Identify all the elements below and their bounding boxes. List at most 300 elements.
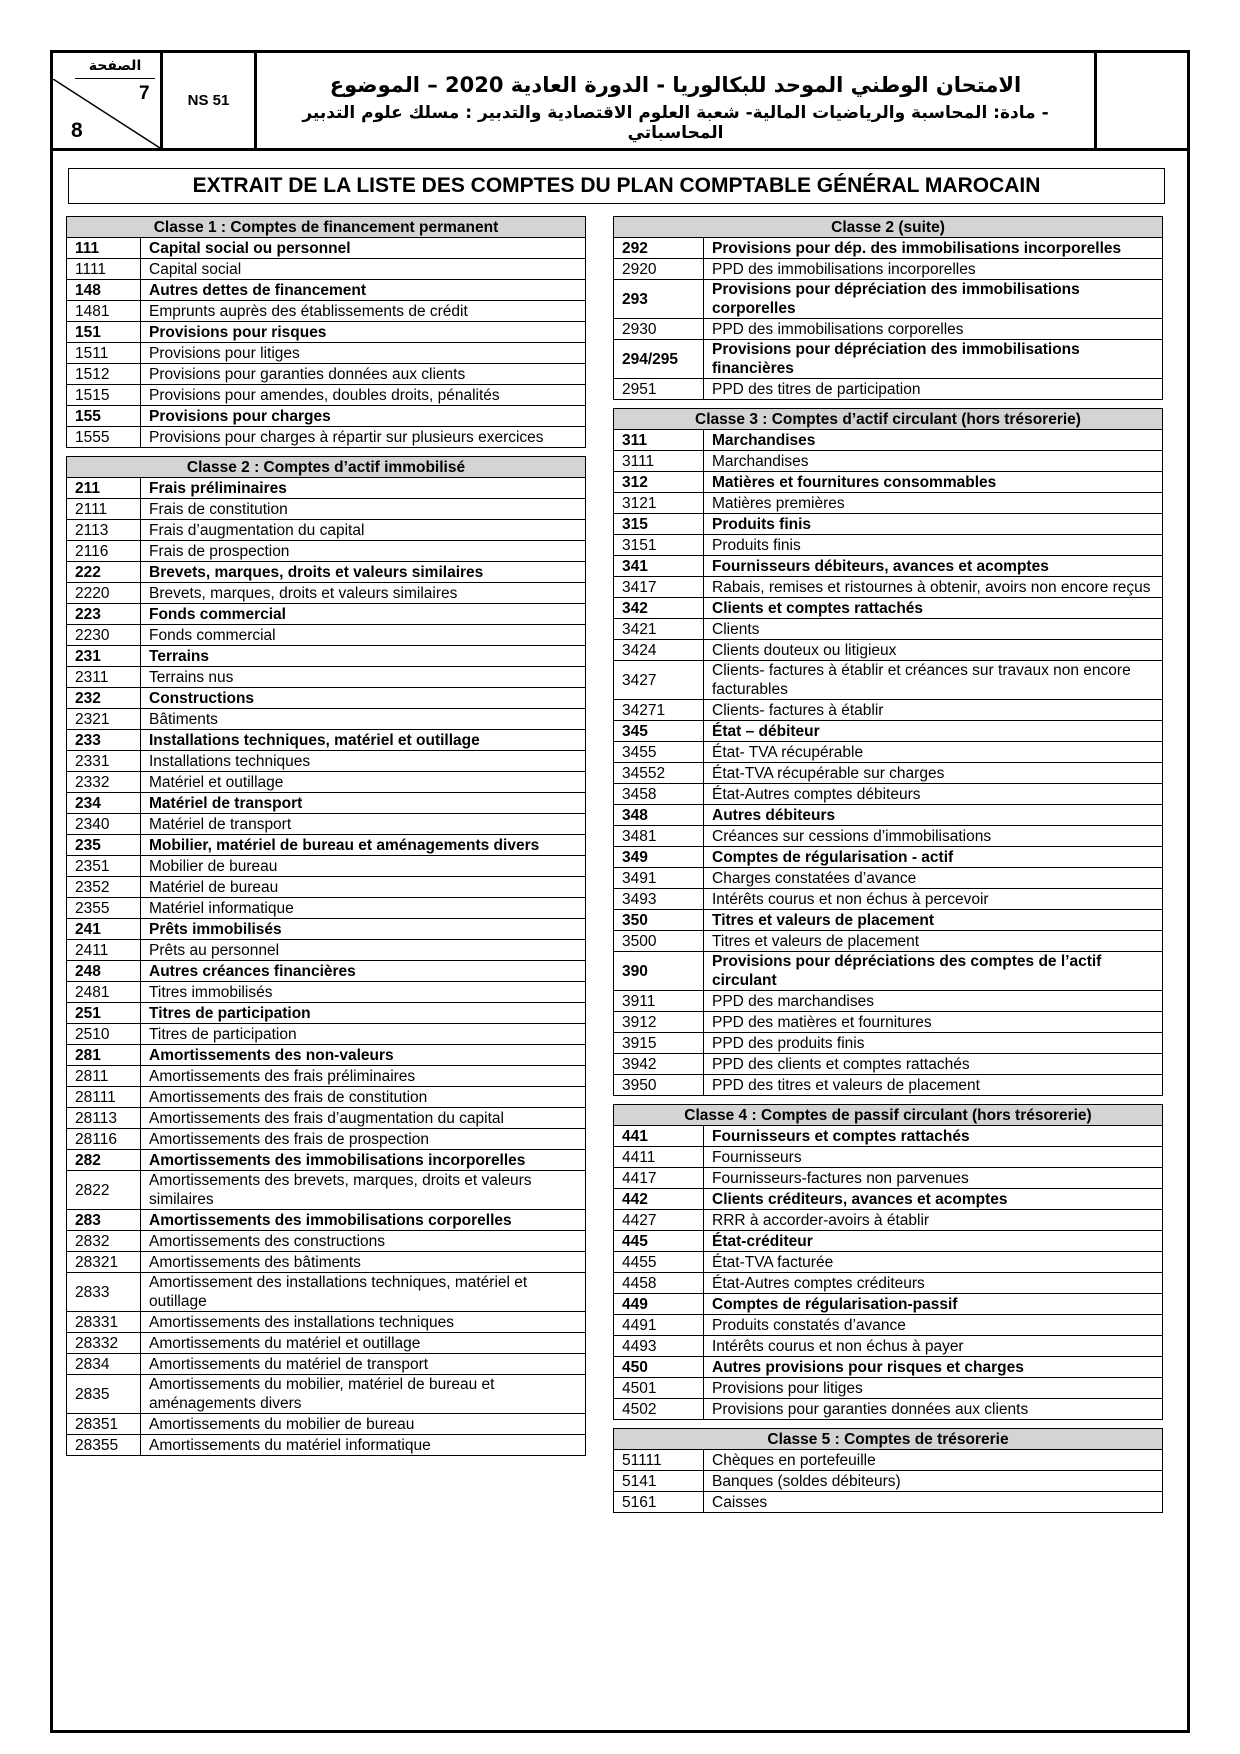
right-account-tables (613, 216, 1163, 1513)
account-label: Amortissements des immobilisations corporelles (141, 1210, 586, 1231)
account-label: Titres et valeurs de placement (704, 910, 1163, 931)
account-row (614, 763, 1163, 784)
account-code: 111 (67, 238, 141, 259)
account-row (67, 1171, 586, 1210)
account-code: 3481 (614, 826, 704, 847)
account-label: Autres dettes de financement (141, 280, 586, 301)
account-code: 3458 (614, 784, 704, 805)
account-group-row (67, 1003, 586, 1024)
account-label: Provisions pour garanties données aux clients (704, 1399, 1163, 1420)
account-label: Amortissements des brevets, marques, droits et valeurs similaires (141, 1171, 586, 1210)
account-code: 233 (67, 730, 141, 751)
account-code: 2811 (67, 1066, 141, 1087)
page-total: 8 (71, 119, 83, 142)
account-label: État-créditeur (704, 1231, 1163, 1252)
account-row (614, 535, 1163, 556)
account-label: Titres de participation (141, 1024, 586, 1045)
account-code: 2951 (614, 379, 704, 400)
account-label: Amortissements du matériel et outillage (141, 1333, 586, 1354)
exam-title-line1: الامتحان الوطني الموحد للبكالوريا - الدورة العادية 2020 – الموضوع (329, 73, 1022, 97)
account-label: Fournisseurs débiteurs, avances et acomptes (704, 556, 1163, 577)
account-label: Fonds commercial (141, 604, 586, 625)
account-label: Banques (soldes débiteurs) (704, 1471, 1163, 1492)
account-code: 2311 (67, 667, 141, 688)
account-row (67, 1024, 586, 1045)
account-group-row (67, 478, 586, 499)
account-label: Brevets, marques, droits et valeurs similaires (141, 583, 586, 604)
account-group-row (67, 238, 586, 259)
account-code: 28355 (67, 1435, 141, 1456)
account-group-row (67, 646, 586, 667)
account-group-row (614, 598, 1163, 619)
account-label: Titres et valeurs de placement (704, 931, 1163, 952)
account-label: Capital social (141, 259, 586, 280)
account-code: 4458 (614, 1273, 704, 1294)
account-code: 2834 (67, 1354, 141, 1375)
account-row (614, 1168, 1163, 1189)
account-code: 2332 (67, 772, 141, 793)
account-code: 211 (67, 478, 141, 499)
account-row (614, 700, 1163, 721)
account-row (614, 889, 1163, 910)
class-title: Classe 2 (suite) (614, 217, 1163, 238)
exam-titles (257, 53, 1097, 148)
account-row (614, 991, 1163, 1012)
account-group-row (67, 322, 586, 343)
account-code: 3942 (614, 1054, 704, 1075)
account-group-row (614, 721, 1163, 742)
account-row (614, 826, 1163, 847)
account-group-row (614, 847, 1163, 868)
account-code: 283 (67, 1210, 141, 1231)
account-row (614, 493, 1163, 514)
account-group-row (67, 961, 586, 982)
account-label: Prêts immobilisés (141, 919, 586, 940)
account-label: État-TVA récupérable sur charges (704, 763, 1163, 784)
account-row (67, 1108, 586, 1129)
account-group-row (67, 835, 586, 856)
account-code: 2481 (67, 982, 141, 1003)
account-group-row (67, 1045, 586, 1066)
account-code: 232 (67, 688, 141, 709)
account-row (614, 1033, 1163, 1054)
account-code: 34552 (614, 763, 704, 784)
account-group-row (614, 910, 1163, 931)
account-group-row (614, 1126, 1163, 1147)
account-label: Intérêts courus et non échus à percevoir (704, 889, 1163, 910)
account-code: 3915 (614, 1033, 704, 1054)
account-row (67, 814, 586, 835)
account-row (67, 1129, 586, 1150)
account-row (67, 259, 586, 280)
account-code: 1555 (67, 427, 141, 448)
account-label: Matières premières (704, 493, 1163, 514)
account-row (614, 1450, 1163, 1471)
account-row (67, 499, 586, 520)
account-group-row (67, 406, 586, 427)
account-label: Titres de participation (141, 1003, 586, 1024)
account-row (67, 940, 586, 961)
account-code: 222 (67, 562, 141, 583)
account-group-row (614, 238, 1163, 259)
account-label: Installations techniques (141, 751, 586, 772)
account-code: 294/295 (614, 340, 704, 379)
account-code: 2351 (67, 856, 141, 877)
account-row (614, 1336, 1163, 1357)
account-code: 28331 (67, 1312, 141, 1333)
exam-title-line2: - مادة: المحاسبة والرياضيات المالية- شعبة العلوم الاقتصادية والتدبير : مسلك علوم التدبير المحاسباتي (302, 103, 1049, 143)
account-label: Produits constatés d’avance (704, 1315, 1163, 1336)
account-row (614, 259, 1163, 280)
account-code: 4502 (614, 1399, 704, 1420)
account-label: Terrains (141, 646, 586, 667)
account-group-row (67, 604, 586, 625)
account-group-row (67, 919, 586, 940)
account-label: Produits finis (704, 514, 1163, 535)
left-account-tables (66, 216, 586, 1456)
account-label: Amortissements des constructions (141, 1231, 586, 1252)
account-group-row (67, 793, 586, 814)
account-group-row (614, 340, 1163, 379)
account-code: 2340 (67, 814, 141, 835)
account-code: 349 (614, 847, 704, 868)
account-label: Provisions pour dépréciations des comptes de l’actif circulant (704, 952, 1163, 991)
account-group-row (67, 1210, 586, 1231)
account-label: État-Autres comptes débiteurs (704, 784, 1163, 805)
account-group-row (67, 688, 586, 709)
class-header (614, 409, 1163, 430)
account-label: Fonds commercial (141, 625, 586, 646)
account-code: 28321 (67, 1252, 141, 1273)
account-label: État-Autres comptes créditeurs (704, 1273, 1163, 1294)
account-row (614, 577, 1163, 598)
account-code: 51111 (614, 1450, 704, 1471)
account-group-row (614, 1231, 1163, 1252)
account-code: 312 (614, 472, 704, 493)
account-label: Clients- factures à établir (704, 700, 1163, 721)
account-label: Clients et comptes rattachés (704, 598, 1163, 619)
account-row (614, 742, 1163, 763)
account-row (67, 667, 586, 688)
page-number-box (53, 53, 163, 148)
account-label: Matériel de bureau (141, 877, 586, 898)
account-code: 4493 (614, 1336, 704, 1357)
class-header (614, 217, 1163, 238)
account-code: 3111 (614, 451, 704, 472)
account-row (614, 1399, 1163, 1420)
account-label: État – débiteur (704, 721, 1163, 742)
account-code: 3912 (614, 1012, 704, 1033)
class-title: Classe 1 : Comptes de financement permanent (67, 217, 586, 238)
table-spacer (614, 1096, 1163, 1105)
account-code: 28111 (67, 1087, 141, 1108)
account-label: PPD des immobilisations incorporelles (704, 259, 1163, 280)
account-code: 2111 (67, 499, 141, 520)
account-row (614, 1492, 1163, 1513)
account-code: 2321 (67, 709, 141, 730)
account-label: Marchandises (704, 451, 1163, 472)
account-label: PPD des immobilisations corporelles (704, 319, 1163, 340)
account-label: Prêts au personnel (141, 940, 586, 961)
account-label: Provisions pour amendes, doubles droits, pénalités (141, 385, 586, 406)
account-code: 234 (67, 793, 141, 814)
account-code: 251 (67, 1003, 141, 1024)
account-code: 248 (67, 961, 141, 982)
account-group-row (614, 805, 1163, 826)
class-header (67, 217, 586, 238)
account-group-row (614, 430, 1163, 451)
account-code: 4417 (614, 1168, 704, 1189)
account-group-row (67, 280, 586, 301)
account-row (67, 1231, 586, 1252)
account-row (67, 1087, 586, 1108)
account-code: 2832 (67, 1231, 141, 1252)
account-code: 350 (614, 910, 704, 931)
class-header (614, 1429, 1163, 1450)
account-code: 3455 (614, 742, 704, 763)
account-code: 1511 (67, 343, 141, 364)
account-row (67, 1066, 586, 1087)
class-title: Classe 4 : Comptes de passif circulant (hors trésorerie) (614, 1105, 1163, 1126)
account-group-row (614, 514, 1163, 535)
account-group-row (614, 1357, 1163, 1378)
account-row (67, 625, 586, 646)
account-label: Rabais, remises et ristournes à obtenir, avoirs non encore reçus (704, 577, 1163, 598)
account-code: 5141 (614, 1471, 704, 1492)
account-code: 1111 (67, 259, 141, 280)
account-code: 315 (614, 514, 704, 535)
account-code: 3121 (614, 493, 704, 514)
exam-code: NS 51 (163, 53, 257, 148)
account-label: Marchandises (704, 430, 1163, 451)
account-label: Amortissements des bâtiments (141, 1252, 586, 1273)
account-code: 5161 (614, 1492, 704, 1513)
account-row (67, 1354, 586, 1375)
account-label: Provisions pour dép. des immobilisations incorporelles (704, 238, 1163, 259)
account-label: État-TVA facturée (704, 1252, 1163, 1273)
document-title: EXTRAIT DE LA LISTE DES COMPTES DU PLAN COMPTABLE GÉNÉRAL MAROCAIN (68, 168, 1165, 204)
account-label: Charges constatées d’avance (704, 868, 1163, 889)
account-code: 2355 (67, 898, 141, 919)
account-label: Titres immobilisés (141, 982, 586, 1003)
account-label: Clients- factures à établir et créances sur travaux non encore facturables (704, 661, 1163, 700)
account-label: Provisions pour litiges (141, 343, 586, 364)
account-row (614, 619, 1163, 640)
account-code: 293 (614, 280, 704, 319)
account-label: Amortissement des installations techniques, matériel et outillage (141, 1273, 586, 1312)
account-code: 28113 (67, 1108, 141, 1129)
account-label: Matériel informatique (141, 898, 586, 919)
account-row (614, 1273, 1163, 1294)
account-row (614, 1054, 1163, 1075)
account-label: Amortissements du mobilier de bureau (141, 1414, 586, 1435)
account-code: 292 (614, 238, 704, 259)
account-code: 4411 (614, 1147, 704, 1168)
exam-header (53, 53, 1187, 151)
account-row (614, 451, 1163, 472)
account-code: 3493 (614, 889, 704, 910)
account-row (67, 856, 586, 877)
account-label: Caisses (704, 1492, 1163, 1513)
account-label: PPD des marchandises (704, 991, 1163, 1012)
account-label: Provisions pour charges à répartir sur plusieurs exercices (141, 427, 586, 448)
account-code: 148 (67, 280, 141, 301)
account-row (67, 898, 586, 919)
account-label: Matériel de transport (141, 793, 586, 814)
account-label: Clients douteux ou litigieux (704, 640, 1163, 661)
account-label: Amortissements des frais de constitution (141, 1087, 586, 1108)
account-code: 4427 (614, 1210, 704, 1231)
account-row (614, 1315, 1163, 1336)
account-label: Frais d’augmentation du capital (141, 520, 586, 541)
account-code: 3911 (614, 991, 704, 1012)
account-code: 2835 (67, 1375, 141, 1414)
account-group-row (614, 556, 1163, 577)
account-row (67, 520, 586, 541)
account-code: 281 (67, 1045, 141, 1066)
account-label: Fournisseurs-factures non parvenues (704, 1168, 1163, 1189)
account-code: 390 (614, 952, 704, 991)
account-label: Frais préliminaires (141, 478, 586, 499)
account-row (614, 1471, 1163, 1492)
account-row (614, 1378, 1163, 1399)
account-code: 3417 (614, 577, 704, 598)
account-code: 3500 (614, 931, 704, 952)
account-code: 2331 (67, 751, 141, 772)
account-row (614, 931, 1163, 952)
account-group-row (614, 1189, 1163, 1210)
account-row (67, 1333, 586, 1354)
account-label: Autres provisions pour risques et charges (704, 1357, 1163, 1378)
account-label: PPD des produits finis (704, 1033, 1163, 1054)
account-code: 231 (67, 646, 141, 667)
account-row (67, 1375, 586, 1414)
account-code: 2352 (67, 877, 141, 898)
account-label: Fournisseurs et comptes rattachés (704, 1126, 1163, 1147)
class-title: Classe 5 : Comptes de trésorerie (614, 1429, 1163, 1450)
account-label: Amortissements des frais de prospection (141, 1129, 586, 1150)
account-label: PPD des titres et valeurs de placement (704, 1075, 1163, 1096)
account-label: Brevets, marques, droits et valeurs similaires (141, 562, 586, 583)
account-code: 445 (614, 1231, 704, 1252)
account-group-row (614, 952, 1163, 991)
account-label: Créances sur cessions d’immobilisations (704, 826, 1163, 847)
account-label: Autres créances financières (141, 961, 586, 982)
account-label: Provisions pour dépréciation des immobilisations corporelles (704, 280, 1163, 319)
account-code: 342 (614, 598, 704, 619)
account-row (614, 1075, 1163, 1096)
account-code: 3427 (614, 661, 704, 700)
account-row (67, 1435, 586, 1456)
account-code: 4455 (614, 1252, 704, 1273)
account-code: 4491 (614, 1315, 704, 1336)
account-label: Clients créditeurs, avances et acomptes (704, 1189, 1163, 1210)
account-label: Produits finis (704, 535, 1163, 556)
account-label: Provisions pour garanties données aux clients (141, 364, 586, 385)
account-label: Amortissements des installations techniques (141, 1312, 586, 1333)
account-label: Chèques en portefeuille (704, 1450, 1163, 1471)
account-row (614, 1252, 1163, 1273)
account-row (67, 982, 586, 1003)
account-label: Provisions pour charges (141, 406, 586, 427)
account-label: Matériel et outillage (141, 772, 586, 793)
account-row (614, 379, 1163, 400)
account-code: 3950 (614, 1075, 704, 1096)
account-label: Matériel de transport (141, 814, 586, 835)
account-label: Fournisseurs (704, 1147, 1163, 1168)
account-label: Mobilier de bureau (141, 856, 586, 877)
account-code: 282 (67, 1150, 141, 1171)
account-group-row (67, 562, 586, 583)
account-row (67, 343, 586, 364)
page-current: 7 (139, 83, 150, 104)
account-group-row (67, 1150, 586, 1171)
account-row (614, 868, 1163, 889)
account-code: 223 (67, 604, 141, 625)
account-code: 2116 (67, 541, 141, 562)
account-label: PPD des matières et fournitures (704, 1012, 1163, 1033)
account-group-row (614, 280, 1163, 319)
account-label: Amortissements du matériel de transport (141, 1354, 586, 1375)
account-code: 2113 (67, 520, 141, 541)
account-row (67, 301, 586, 322)
account-row (614, 1210, 1163, 1231)
account-code: 34271 (614, 700, 704, 721)
account-group-row (614, 472, 1163, 493)
account-row (614, 1147, 1163, 1168)
account-label: Installations techniques, matériel et outillage (141, 730, 586, 751)
account-row (67, 1252, 586, 1273)
account-label: Amortissements du matériel informatique (141, 1435, 586, 1456)
account-code: 2510 (67, 1024, 141, 1045)
account-code: 345 (614, 721, 704, 742)
class-title: Classe 3 : Comptes d’actif circulant (hors trésorerie) (614, 409, 1163, 430)
account-row (67, 772, 586, 793)
account-code: 151 (67, 322, 141, 343)
account-label: Amortissements du mobilier, matériel de bureau et aménagements divers (141, 1375, 586, 1414)
account-label: Mobilier, matériel de bureau et aménagements divers (141, 835, 586, 856)
class-header (67, 457, 586, 478)
account-label: État- TVA récupérable (704, 742, 1163, 763)
account-label: Provisions pour risques (141, 322, 586, 343)
account-row (67, 709, 586, 730)
account-row (67, 427, 586, 448)
page-label: الصفحة (75, 56, 155, 79)
account-label: Terrains nus (141, 667, 586, 688)
account-row (67, 751, 586, 772)
account-row (614, 640, 1163, 661)
account-code: 2920 (614, 259, 704, 280)
account-code: 2930 (614, 319, 704, 340)
account-code: 235 (67, 835, 141, 856)
account-label: Amortissements des immobilisations incorporelles (141, 1150, 586, 1171)
account-label: Amortissements des non-valeurs (141, 1045, 586, 1066)
class-header (614, 1105, 1163, 1126)
account-code: 441 (614, 1126, 704, 1147)
account-code: 450 (614, 1357, 704, 1378)
table-spacer (614, 1420, 1163, 1429)
account-code: 449 (614, 1294, 704, 1315)
account-code: 348 (614, 805, 704, 826)
account-row (614, 319, 1163, 340)
account-row (67, 385, 586, 406)
account-label: Clients (704, 619, 1163, 640)
account-code: 1481 (67, 301, 141, 322)
account-code: 1512 (67, 364, 141, 385)
account-row (67, 364, 586, 385)
account-group-row (67, 730, 586, 751)
account-code: 3491 (614, 868, 704, 889)
